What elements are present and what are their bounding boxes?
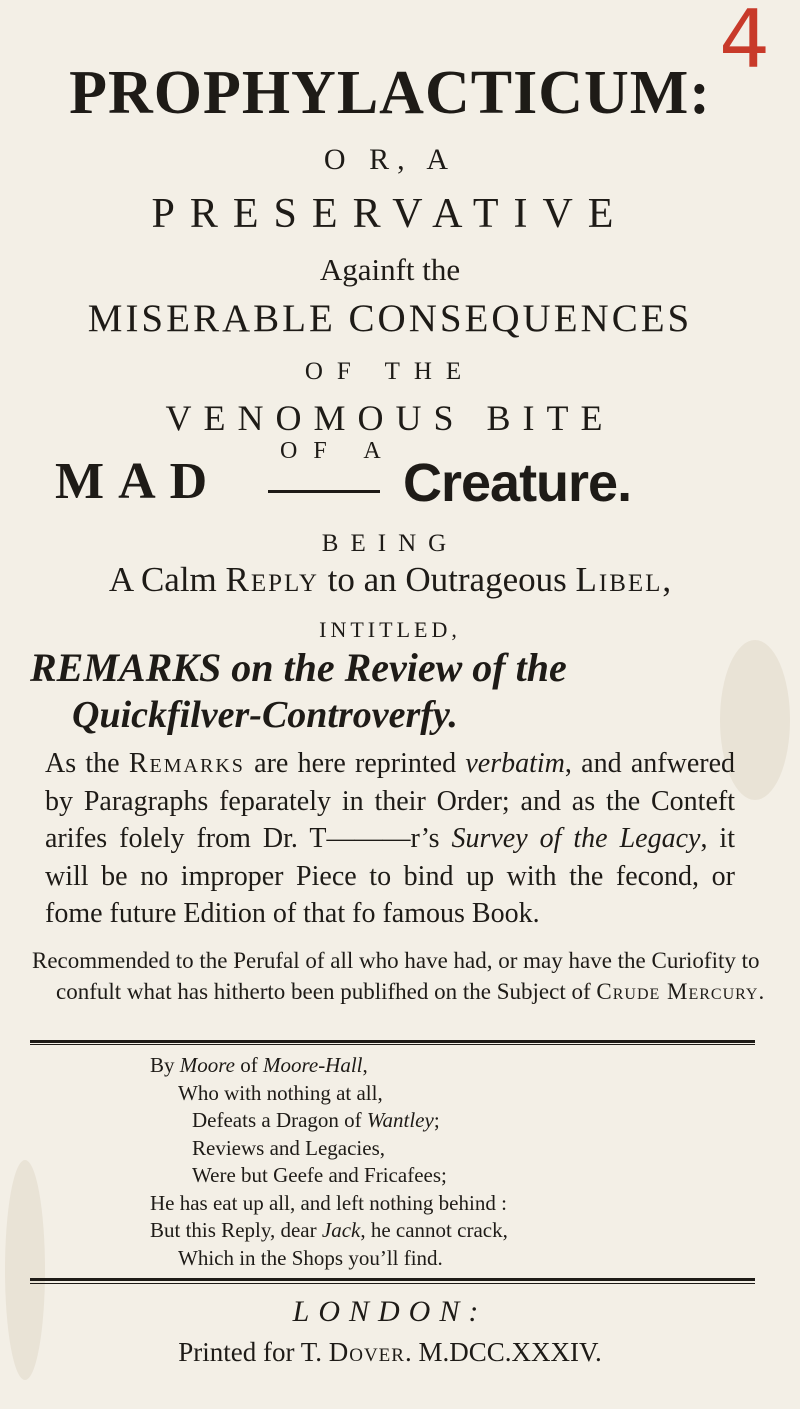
divider-rule-bottom-thin (30, 1283, 755, 1284)
subtitle-or-a: O R, A (323, 143, 457, 176)
recommendation-paragraph (32, 946, 774, 1007)
rec-end: . (758, 978, 765, 1004)
rec-text: Recommended to the Perufal of all who have had, or may have the Curiofity to confult what has hitherto been publifhed on the Subject of (32, 948, 760, 1004)
verse-line: Reviews and Legacies, (192, 1135, 386, 1160)
imprint-text: Printed for T. (178, 1337, 329, 1367)
verse-text: of (234, 1053, 263, 1077)
line-of-the: OF THE (304, 358, 476, 385)
verse-text: , he cannot crack, (360, 1218, 508, 1242)
line-intitled: INTITLED, (319, 617, 461, 642)
printer-name: Dover (328, 1337, 405, 1367)
para-text: As the (45, 748, 129, 779)
para-text: , it will be no improper Piece to bind up with the fecond, or fome future Edition of that fo famous Book. (45, 823, 735, 929)
verse-text: ; (433, 1108, 440, 1132)
divider-rule-top-thin (30, 1044, 755, 1045)
verse-line (150, 1052, 710, 1080)
para-text: are here reprinted (244, 748, 466, 779)
line-controversy: Quickfilver-Controverfy. (72, 694, 458, 736)
verse-line (150, 1107, 710, 1135)
verbatim-word: verbatim (465, 748, 565, 779)
verse-text: But this Reply, dear (150, 1218, 322, 1242)
verse-text: , (362, 1053, 368, 1077)
line-calm-reply (20, 560, 760, 600)
verse-line: Who with nothing at all, (178, 1080, 383, 1105)
line-remarks-title: REMARKS on the Review of the (30, 645, 567, 690)
verse-text: By (150, 1053, 180, 1077)
line-of-a: OF A (280, 438, 397, 464)
para-text: , and anfwered by Paragraphs feparately in their Order; and as the Conteft arifes folely from Dr. T———r’s (45, 748, 735, 854)
verse-line (150, 1217, 710, 1245)
reply-mid: to an Outrageous (318, 560, 576, 599)
reply-pre: A Calm (108, 560, 226, 599)
verse-italic: Wantley (366, 1108, 434, 1132)
verse-line: He has eat up all, and left nothing behind : (150, 1190, 507, 1215)
crude-mercury: Crude Mercury (596, 978, 759, 1004)
main-title: PROPHYLACTICUM: (69, 59, 711, 127)
survey-title: Survey of the Legacy (451, 823, 701, 854)
remarks-word: Remarks (128, 748, 245, 779)
word-creature: Creature. (403, 453, 632, 513)
line-against: Againft the (319, 252, 461, 287)
line-being: BEING (321, 530, 459, 557)
word-mad: MAD (55, 453, 222, 510)
imprint-line (20, 1337, 760, 1368)
subtitle-preservative: PRESERVATIVE (151, 191, 629, 237)
reply-word: Reply (225, 560, 319, 599)
verse-line: Were but Geefe and Fricafees; (192, 1163, 447, 1187)
libel-word: Libel (575, 560, 663, 599)
verse-italic: Moore-Hall (262, 1053, 363, 1077)
verse-italic: Moore (179, 1053, 235, 1077)
divider-rule-bottom (30, 1278, 755, 1281)
verse-italic: Jack (321, 1218, 361, 1242)
page-number: 4 (719, 0, 770, 86)
description-paragraph (45, 745, 735, 933)
line-venomous-bite: VENOMOUS BITE (165, 398, 615, 438)
imprint-date: . M.DCC.XXXIV. (404, 1337, 602, 1367)
imprint-city: LONDON: (292, 1295, 488, 1328)
reply-post: , (662, 560, 672, 599)
line-miserable-consequences: MISERABLE CONSEQUENCES (87, 297, 693, 340)
dash-rule (268, 490, 380, 493)
divider-rule-top (30, 1040, 755, 1043)
verse-text: Defeats a Dragon of (192, 1108, 367, 1132)
verse-line: Which in the Shops you’ll find. (178, 1245, 443, 1270)
verse-epigraph (150, 1052, 710, 1272)
